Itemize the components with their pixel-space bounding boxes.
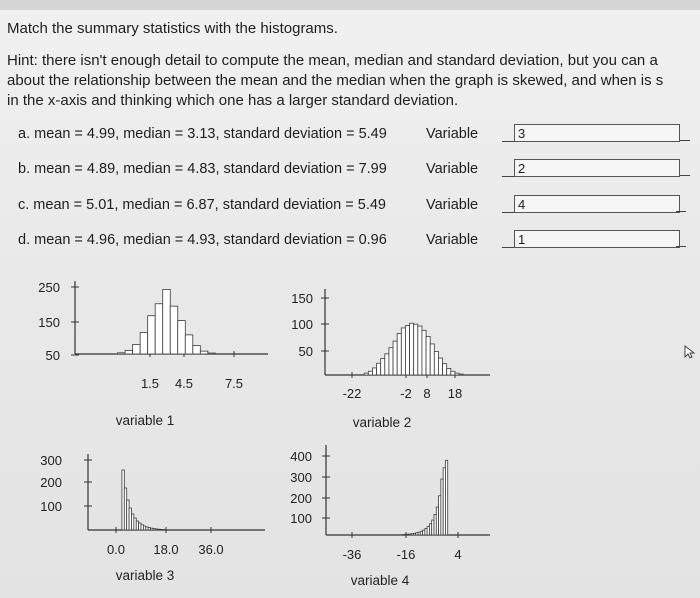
variable-label: Variable [426,197,479,213]
histogram-panel [290,445,490,588]
histogram-bar [393,341,397,375]
question-text: a. mean = 4.99, median = 3.13, standard deviation = 5.49 [18,126,387,142]
y-tick-label: 100 [290,511,312,526]
histogram-bar [434,351,438,375]
histogram-bar [118,353,126,354]
histogram-bar [148,316,156,354]
histogram-bar [397,334,401,375]
histogram-bar [364,373,368,375]
question-b [18,157,526,181]
variable-label: Variable [426,161,479,177]
x-tick-label: 8 [423,386,431,401]
question-d [18,228,526,252]
histogram-bar [368,371,372,375]
histogram-panel [291,289,490,430]
histogram-bar [455,373,459,375]
histogram-bar [162,530,164,531]
histogram-bar [459,374,463,375]
histogram-title: variable 2 [352,415,412,430]
question-c [18,193,526,217]
x-tick-label: 0.0 [106,542,126,557]
answer-input-d[interactable]: 1 [514,230,680,248]
question-a [18,122,526,146]
histogram-title: variable 1 [115,413,175,428]
histogram-bar [185,335,193,354]
x-tick-label: 1.5 [140,376,160,391]
x-tick-label: 7.5 [224,376,244,391]
histogram-bar [381,359,385,375]
hint-line: in the x-axis and thinking which one has a larger standard deviation. [7,92,459,109]
question-text: b. mean = 4.89, median = 4.83, standard deviation = 7.99 [18,161,387,177]
variable-label: Variable [426,232,479,248]
histogram-panel [40,453,265,583]
histogram-bar [422,330,426,375]
question-text: d. mean = 4.96, median = 4.93, standard deviation = 0.96 [18,232,387,248]
variable-label: Variable [426,126,479,142]
histogram-bar [133,344,141,354]
histogram-panel [38,280,268,428]
histogram-bar [405,326,409,375]
page-title: Match the summary statistics with the histograms. [7,20,338,37]
y-tick-label: 300 [290,470,312,485]
y-tick-label: 100 [40,499,62,514]
box-tail [680,140,690,141]
hint-line: about the relationship between the mean and the median when the graph is skewed, and when is s [7,72,664,89]
y-tick-label: 250 [38,280,60,295]
histogram-bar [125,350,133,354]
box-tail [676,246,686,247]
histogram-bar [163,289,171,354]
y-tick-label: 50 [298,344,313,359]
underline [502,141,514,142]
answer-input-c[interactable]: 4 [514,195,680,213]
y-tick-label: 50 [45,348,60,363]
histogram-bar [377,363,381,375]
histogram-bar [426,336,430,375]
histogram-title: variable 3 [115,568,175,583]
histogram-bar [208,353,216,354]
underline [502,176,514,177]
x-tick-label: 4.5 [174,376,194,391]
x-tick-label: 18 [447,386,463,401]
y-tick-label: 200 [290,491,312,506]
underline [502,212,514,213]
histogram-bar [414,324,418,375]
x-tick-label: 36.0 [198,542,224,557]
question-text: c. mean = 5.01, median = 6.87, standard deviation = 5.49 [18,197,386,213]
y-tick-label: 100 [291,317,313,332]
answer-input-b[interactable]: 2 [514,159,680,177]
underline [502,247,514,248]
histogram-bar [140,332,148,354]
mouse-cursor-icon [684,345,696,359]
histogram-bar [451,371,455,375]
histogram-bar [445,460,447,535]
y-tick-label: 400 [290,449,312,464]
box-tail [676,211,686,212]
x-tick-label: -2 [400,386,412,401]
header-rule [0,0,700,10]
histogram-bar [443,364,447,375]
histogram-bar [410,323,414,375]
y-tick-label: 150 [291,291,313,306]
histogram-bar [372,368,376,375]
histogram-bar [438,358,442,375]
y-tick-label: 150 [38,315,60,330]
y-tick-label: 300 [40,453,62,468]
answer-input-a[interactable]: 3 [514,124,680,142]
x-tick-label: -22 [342,386,362,401]
x-tick-label: -16 [396,547,416,562]
histogram-bar [178,321,186,355]
histogram-title: variable 4 [350,573,410,588]
histogram-bar [389,348,393,375]
histogram-bar [385,354,389,375]
box-tail [680,175,690,176]
histograms-area [0,265,700,598]
histogram-bar [401,328,405,375]
histogram-bar [418,326,422,375]
histogram-bar [200,351,208,354]
histogram-bar [430,344,434,375]
y-tick-label: 200 [40,475,62,490]
x-tick-label: 4 [454,547,462,562]
histogram-bar [155,304,163,354]
histogram-bar [193,346,201,354]
hint-line: Hint: there isn't enough detail to compute the mean, median and standard deviation, but you can a [7,52,658,69]
histogram-bar [447,368,451,375]
histogram-bar [170,306,178,354]
x-tick-label: -36 [342,547,362,562]
x-tick-label: 18.0 [153,542,179,557]
hint-text [7,51,700,111]
